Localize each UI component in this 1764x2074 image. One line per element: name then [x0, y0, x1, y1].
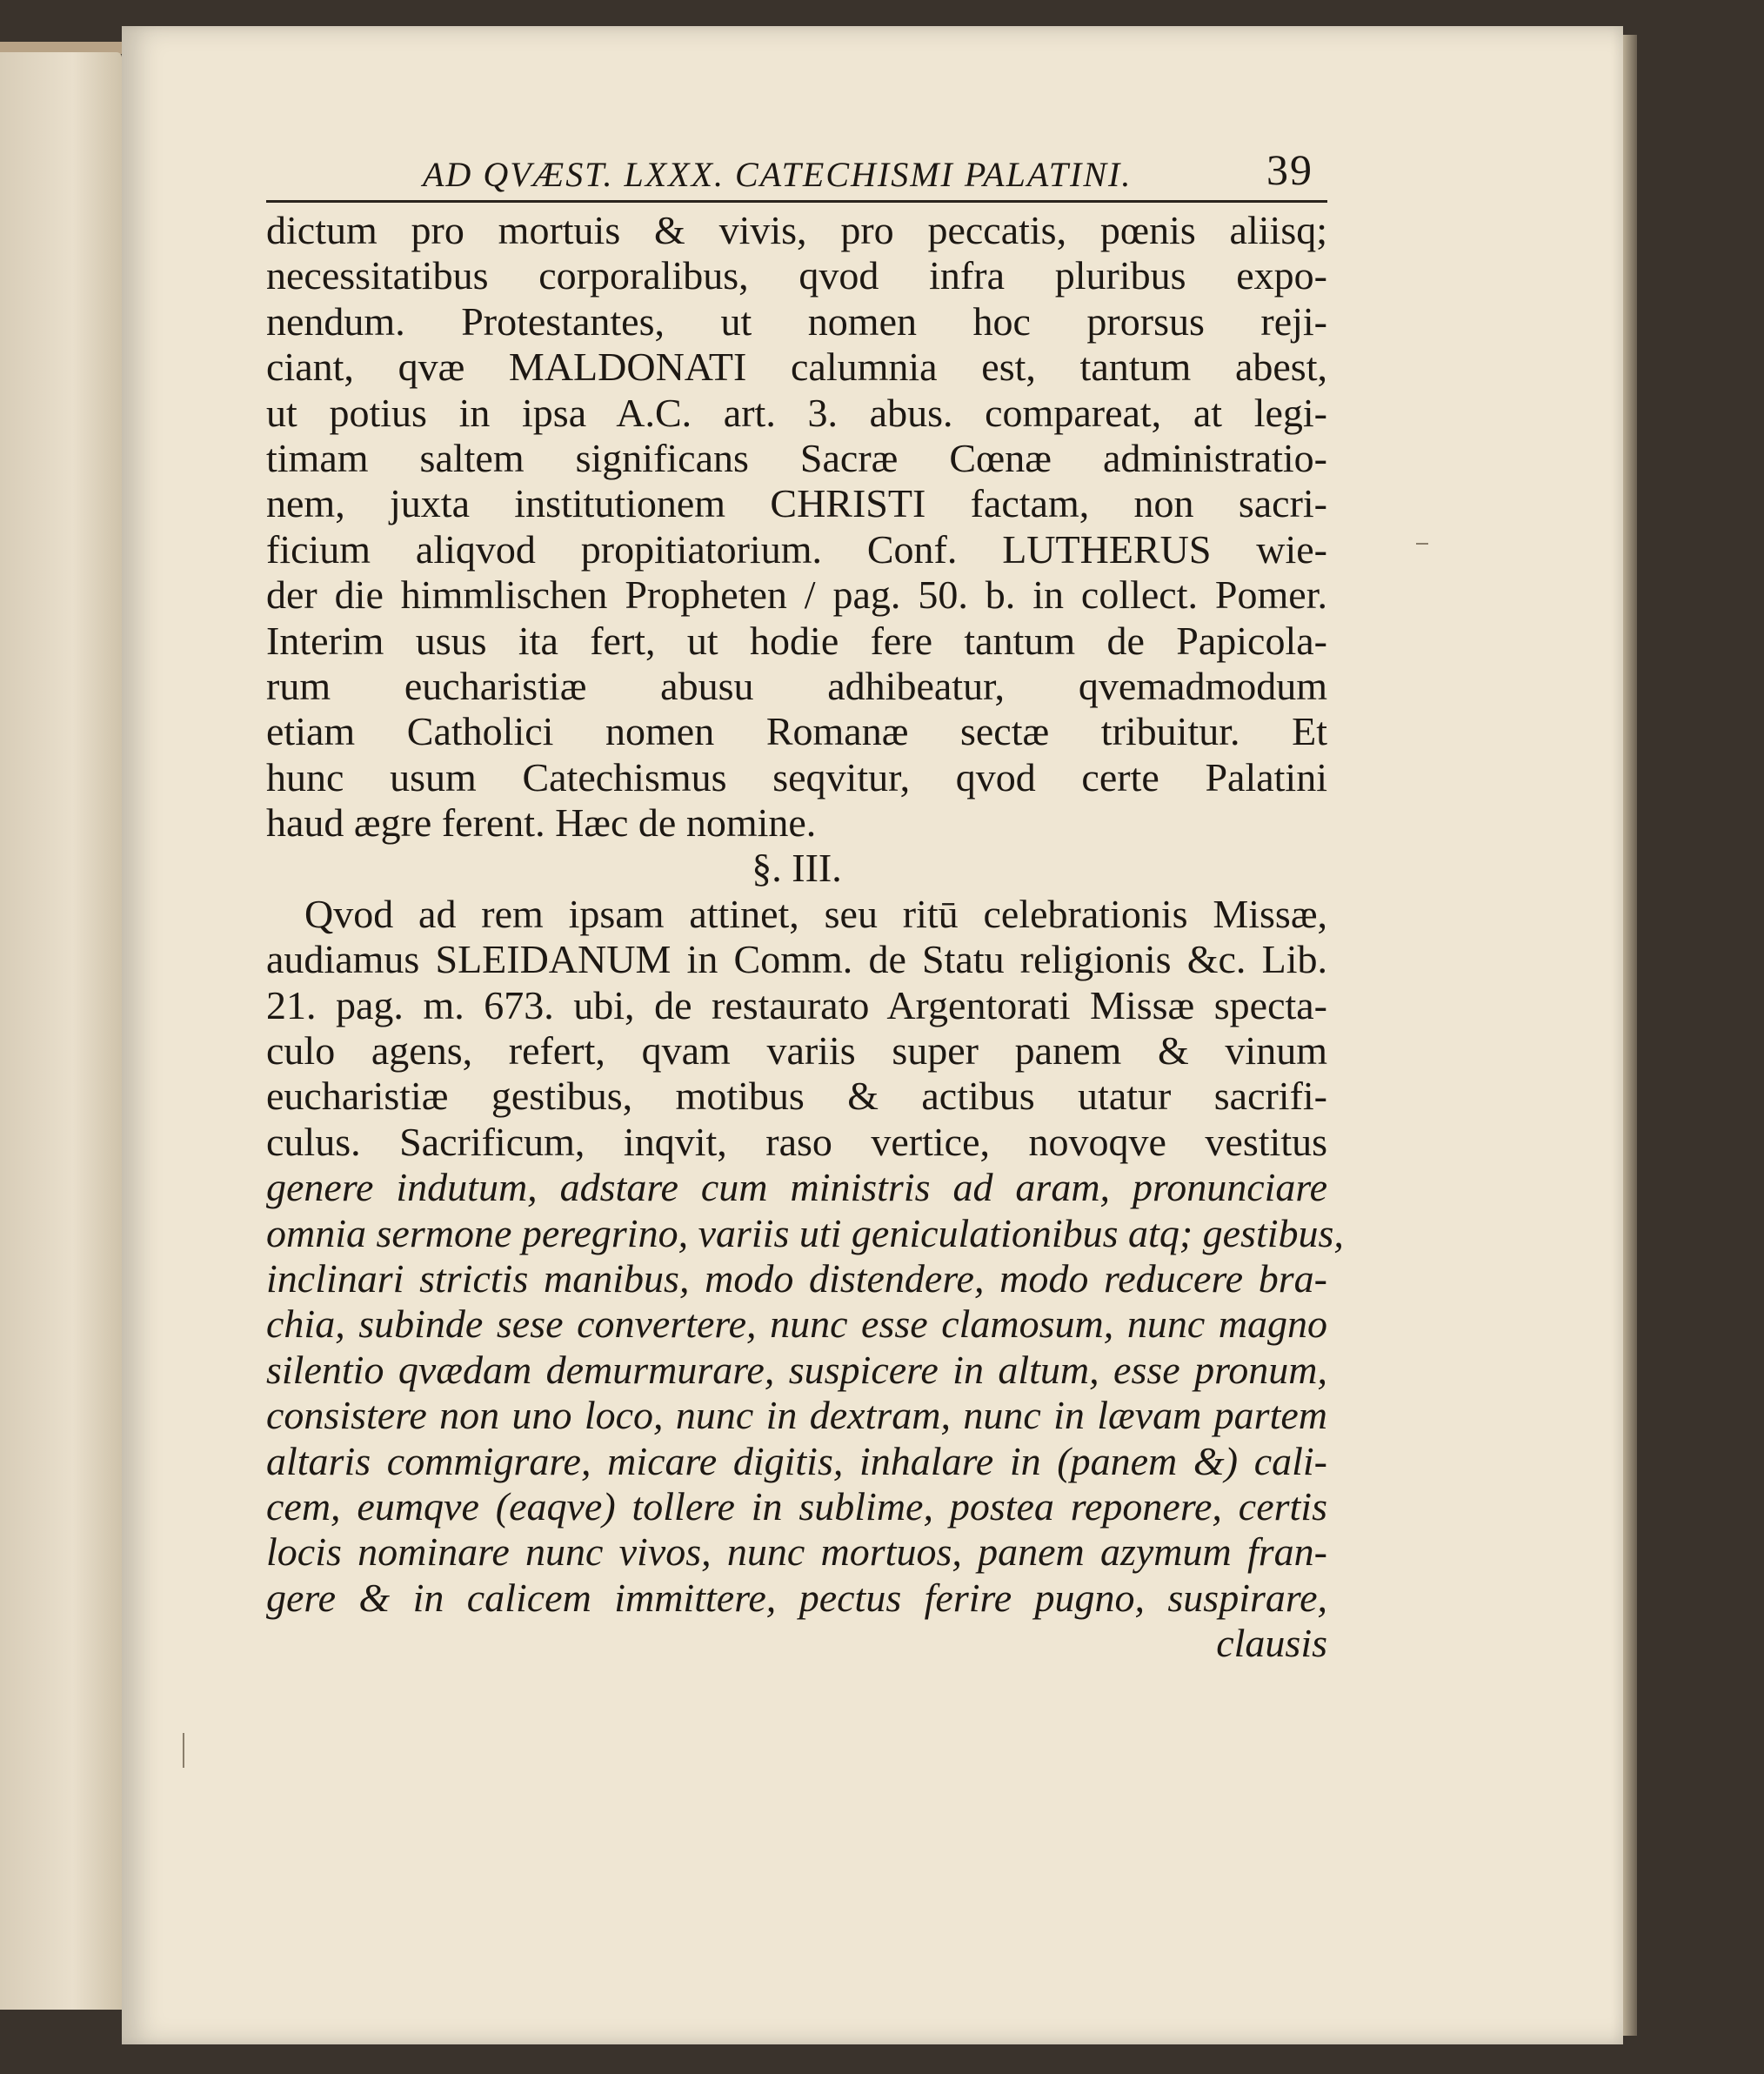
- text-line: ut potius in ipsa A.C. art. 3. abus. compareat, at legi-: [266, 390, 1327, 435]
- margin-mark: [183, 1733, 184, 1768]
- text-line: der die himmlischen Propheten / pag. 50. b. in collect. Pomer.: [266, 572, 1327, 618]
- text-line: genere indutum, adstare cum ministris ad aram, pronunciare: [266, 1165, 1327, 1210]
- text-line: altaris commigrare, micare digitis, inhalare in (panem &) cali-: [266, 1438, 1327, 1483]
- text-line: culus. Sacrificum, inqvit, raso vertice, novoqve vestitus: [266, 1119, 1327, 1164]
- text-line: dictum pro mortuis & vivis, pro peccatis, pœnis aliisq;: [266, 208, 1327, 252]
- text-line: 21. pag. m. 673. ubi, de restaurato Argentorati Missæ specta-: [266, 982, 1327, 1027]
- section-heading: §. III.: [752, 846, 842, 891]
- text-line: hunc usum Catechismus seqvitur, qvod certe Palatini: [266, 754, 1327, 799]
- text-line: omnia sermone peregrino, variis uti geniculationibus atq; gestibus,: [266, 1210, 1344, 1255]
- text-line: Qvod ad rem ipsam attinet, seu ritū celebrationis Missæ,: [304, 891, 1327, 936]
- running-head: [266, 144, 1327, 195]
- text-line: ficium aliqvod propitiatorium. Conf. LUTHERUS wie-: [266, 526, 1327, 572]
- text-line: eucharistiæ gestibus, motibus & actibus utatur sacrifi-: [266, 1074, 1327, 1119]
- head-rule: [266, 200, 1327, 203]
- text-block: [266, 144, 1344, 1667]
- page-number: 39: [1266, 145, 1313, 194]
- text-line: cem, eumqve (eaqve) tollere in sublime, postea reponere, certis: [266, 1483, 1327, 1529]
- text-line: audiamus SLEIDANUM in Comm. de Statu religionis &c. Lib.: [266, 937, 1327, 982]
- running-head-title: AD QVÆST. LXXX. CATECHISMI PALATINI.: [423, 155, 1133, 194]
- text-line: culo agens, refert, qvam variis super panem & vinum: [266, 1028, 1327, 1074]
- text-line: necessitatibus corporalibus, qvod infra pluribus expo-: [266, 253, 1327, 298]
- text-line: haud ægre ferent. Hæc de nomine.: [266, 800, 817, 846]
- text-line: consistere non uno loco, nunc in dextram, nunc in lævam partem: [266, 1393, 1327, 1438]
- text-line: etiam Catholici nomen Romanæ sectæ tribuitur. Et: [266, 709, 1327, 754]
- left-page: [0, 52, 122, 2010]
- text-line: nem, juxta institutionem CHRISTI factam, non sacri-: [266, 481, 1327, 526]
- text-line: timam saltem significans Sacræ Cœnæ administratio-: [266, 435, 1327, 480]
- text-line: gere & in calicem immittere, pectus ferire pugno, suspirare,: [266, 1575, 1327, 1620]
- page-fore-edge: [1623, 35, 1637, 2036]
- text-line: Interim usus ita fert, ut hodie fere tantum de Papicola-: [266, 618, 1327, 663]
- text-line: silentio qvædam demurmurare, suspicere in altum, esse pronum,: [266, 1347, 1327, 1392]
- text-line: chia, subinde sese convertere, nunc esse clamosum, nunc magno: [266, 1301, 1327, 1347]
- text-line: nendum. Protestantes, ut nomen hoc prorsus reji-: [266, 298, 1327, 344]
- text-line: rum eucharistiæ abusu adhibeatur, qvemadmodum: [266, 663, 1327, 708]
- catchword: clausis: [1216, 1621, 1327, 1666]
- text-line: ciant, qvæ MALDONATI calumnia est, tantum abest,: [266, 345, 1327, 390]
- text-line: locis nominare nunc vivos, nunc mortuos, panem azymum fran-: [266, 1529, 1327, 1575]
- text-line: inclinari strictis manibus, modo distendere, modo reducere bra-: [266, 1255, 1327, 1301]
- margin-mark: [1416, 543, 1428, 545]
